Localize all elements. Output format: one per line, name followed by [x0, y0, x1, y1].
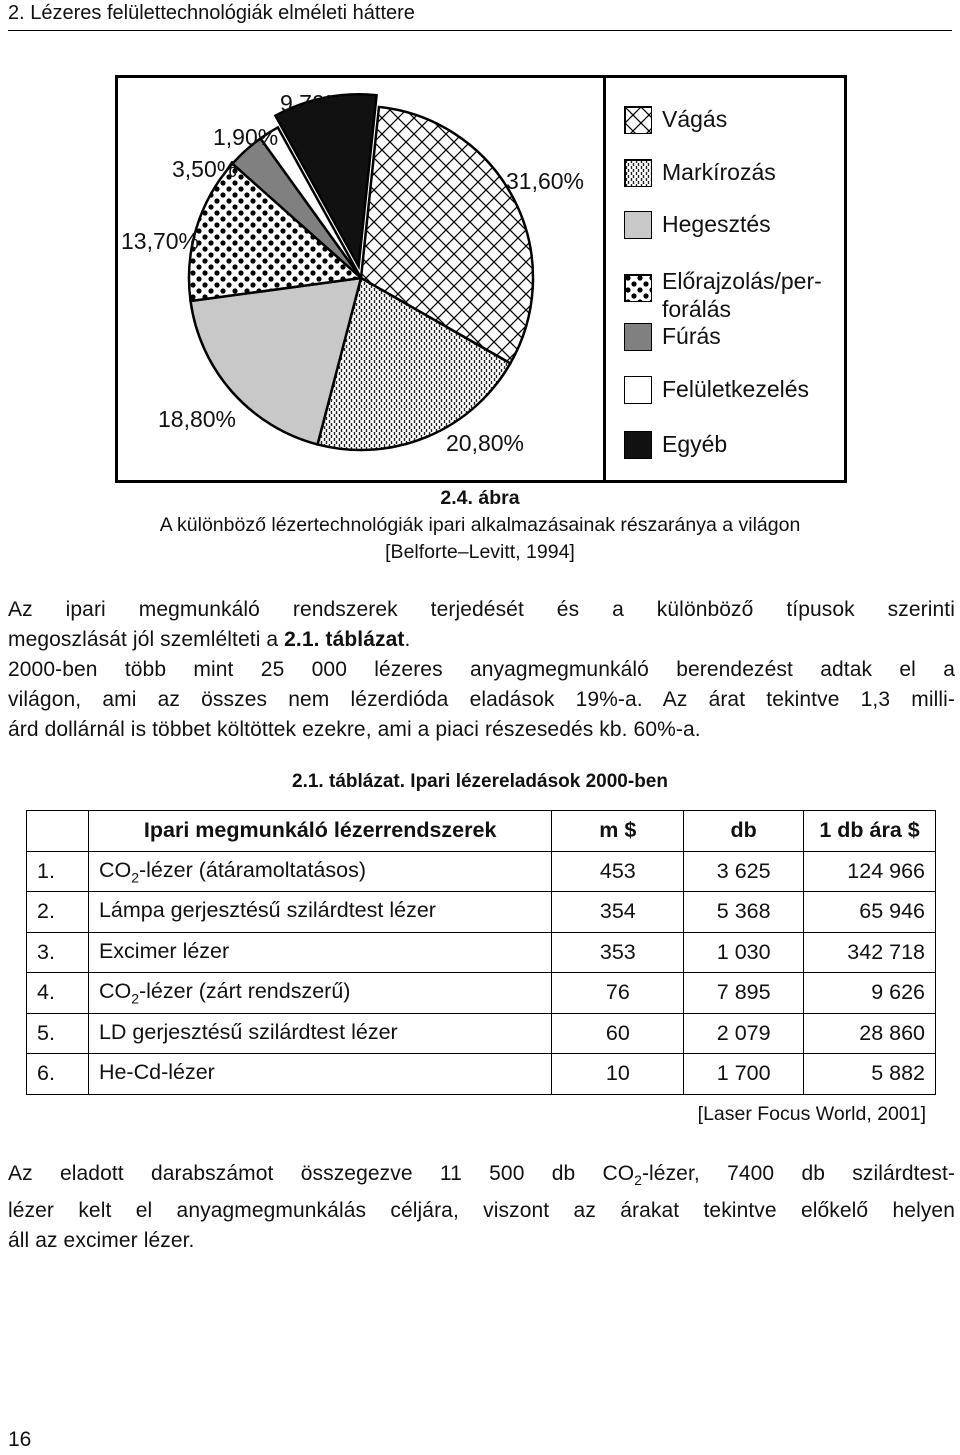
cell-db: 1 030 [684, 932, 804, 973]
cell-unit-price: 342 718 [804, 932, 936, 973]
header-db: db [684, 811, 804, 852]
cell-system: $CO_2$-lézer (átáramoltatásos) [88, 851, 551, 892]
pie-chart-figure [115, 75, 847, 483]
cell-system: Excimer lézer [88, 932, 551, 973]
header-unit-price: 1 db ára $ [804, 811, 936, 852]
cell-system: LD gerjesztésű szilárdtest lézer [88, 1013, 551, 1054]
table-source: [Laser Focus World, 2001] [697, 1103, 926, 1125]
figure-source: [Belforte–Levitt, 1994] [385, 541, 575, 563]
cell-m-usd: 60 [552, 1013, 684, 1054]
table-row [27, 1013, 936, 1054]
figure-number: 2.4. ábra [440, 487, 520, 509]
slice-label-furas: 3,50% [172, 156, 238, 182]
legend-swatch-stripes [624, 159, 652, 187]
cell-m-usd: 10 [552, 1054, 684, 1095]
table-row [27, 892, 936, 933]
slice-label-markirozas: 20,80% [446, 430, 525, 456]
page-number: 16 [8, 1428, 32, 1451]
legend-swatch-dark-gray [624, 323, 652, 351]
cell-unit-price: 9 626 [804, 973, 936, 1014]
cell-system: Lámpa gerjesztésű szilárdtest lézer [88, 892, 551, 933]
cell-db: 3 625 [684, 851, 804, 892]
table-header-row [27, 811, 936, 852]
cell-unit-price: 65 946 [804, 892, 936, 933]
laser-sales-table [26, 810, 936, 1095]
legend-swatch-white [624, 376, 652, 404]
legend-swatch-light-gray [624, 211, 652, 239]
header-m-usd: m $ [552, 811, 684, 852]
cell-index: 5. [27, 1013, 89, 1054]
slice-label-hegesztes: 18,80% [158, 406, 237, 432]
slice-label-egyeb: 9,70% [280, 90, 346, 116]
table-row [27, 1054, 936, 1095]
table-row [27, 851, 936, 892]
cell-index: 2. [27, 892, 89, 933]
cell-m-usd: 453 [552, 851, 684, 892]
cell-db: 1 700 [684, 1054, 804, 1095]
cell-db: 5 368 [684, 892, 804, 933]
cell-unit-price: 28 860 [804, 1013, 936, 1054]
chart-legend: Vágás Markírozás Hegesztés Előrajzolás/per- forálás Fúrás Felületkezelés Egyéb [603, 78, 847, 480]
legend-swatch-crosshatch [624, 106, 652, 134]
header-index [27, 811, 89, 852]
cell-system: $CO_2$-lézer (zárt rendszerű) [88, 973, 551, 1014]
cell-db: 7 895 [684, 973, 804, 1014]
table-row [27, 932, 936, 973]
running-header: 2. Lézeres felülettechnológiák elméleti háttere [8, 0, 952, 31]
paragraph-intro: Az ipari megmunkáló rendszerek terjedését és a különböző típusok szerinti megoszlását jól szemlélteti a 2.1. táblázat. 2000-ben több mint 25 000 lézeres anyagmegmunkáló berendezést adtak el a világon, ami az összes nem lézerdióda eladások 19%-a. Az árat tekintve 1,3 milli- árd dollárnál is többet költöttek ezekre, ami a piaci részesedés kb. 60%-a. [8, 598, 955, 741]
table-caption: 2.1. táblázat. Ipari lézereladások 2000-ben [292, 771, 668, 792]
cell-unit-price: 5 882 [804, 1054, 936, 1095]
cell-index: 3. [27, 932, 89, 973]
cell-index: 1. [27, 851, 89, 892]
cell-db: 2 079 [684, 1013, 804, 1054]
cell-m-usd: 354 [552, 892, 684, 933]
cell-index: 6. [27, 1054, 89, 1095]
legend-swatch-dots [624, 274, 652, 302]
cell-system: He-Cd-lézer [88, 1054, 551, 1095]
slice-label-elorajzolas: 13,70% [121, 228, 200, 254]
table-row [27, 973, 936, 1014]
cell-m-usd: 353 [552, 932, 684, 973]
table-reference: 2.1. táblázat [284, 628, 405, 651]
slice-label-feluletkezeles: 1,90% [213, 124, 279, 150]
cell-unit-price: 124 966 [804, 851, 936, 892]
header-system: Ipari megmunkáló lézerrendszerek [88, 811, 551, 852]
legend-swatch-black [624, 431, 652, 459]
cell-m-usd: 76 [552, 973, 684, 1014]
figure-caption: A különböző lézertechnológiák ipari alkalmazásainak részaránya a világon [159, 514, 801, 536]
paragraph-summary: Az eladott darabszámot összegezve 11 500 db $CO_2$-lézer, 7400 db szilárdtest- lézer kelt el anyagmegmunkálás céljára, viszont az árakat tekintve előkelő helyen áll az excimer lézer. [8, 1162, 955, 1253]
slice-label-vagas: 31,60% [506, 168, 585, 194]
cell-index: 4. [27, 973, 89, 1014]
